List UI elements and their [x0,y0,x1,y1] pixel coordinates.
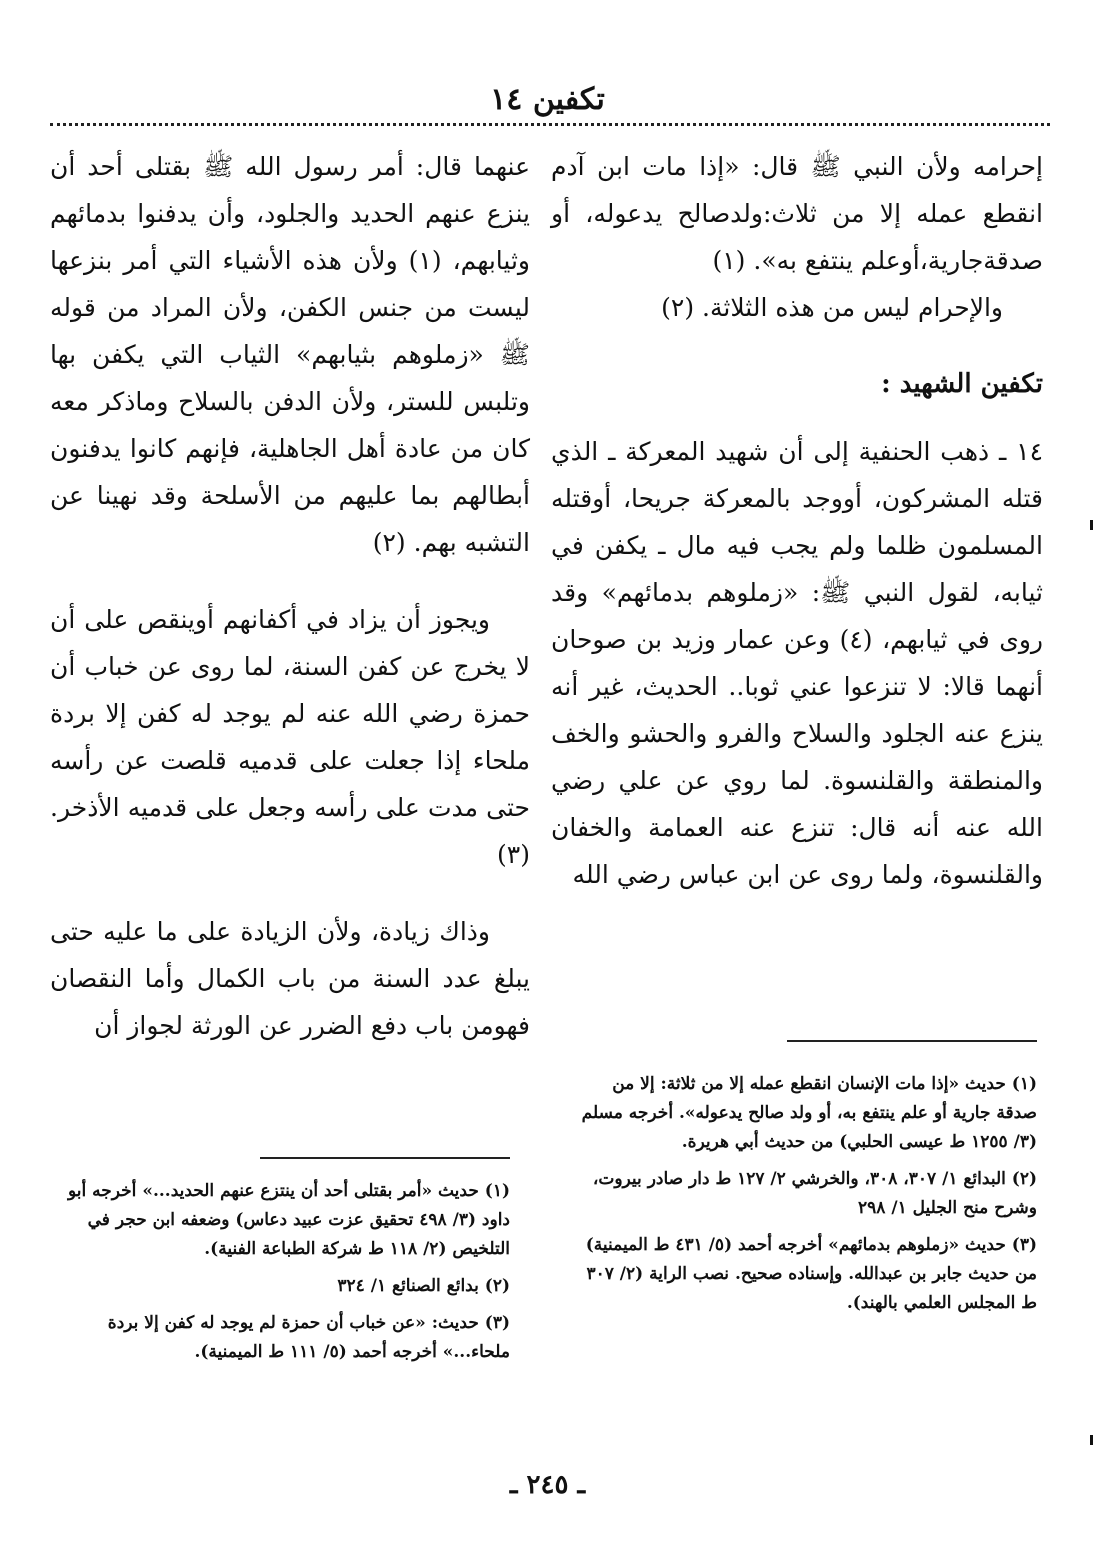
footnotes-left [58,1157,510,1375]
left-paragraph-2: ويجوز أن يزاد في أكفانهم أوينقص على أن لا يخرج عن كفن السنة، لما روى عن خباب أن حمزة رضي الله عنه لم يوجد له كفن إلا بردة ملحاء إذا جعلت على قدميه قلصت عن رأسه حتى مدت على رأسه وجعل على قدميه الأذخر. (٣) [50,605,530,869]
footnote-item: (٣) حديث «زملوهم بدمائهم» أخرجه أحمد (٥/ ٤٣١ ط الميمنية) من حديث جابر بن عبدالله. وإسناده صحيح. نصب الراية (٢/ ٣٠٧ ط المجلس العلمي بالهند). [585,1235,1037,1313]
left-paragraph-3: وذاك زيادة، ولأن الزيادة على ما عليه حتى يبلغ عدد السنة من باب الكمال وأما النقصان فهومن باب دفع الضرر عن الورثة لجواز أن [50,917,530,1040]
footnote-item: (٣) حديث: «عن خباب أن حمزة لم يوجد له كفن إلا بردة ملحاء...» أخرجه أحمد (٥/ ١١١ ط الميمنية). [107,1313,510,1362]
header-dotted-rule [50,123,1050,126]
footnote-item: (١) حديث «إذا مات الإنسان انقطع عمله إلا من ثلاثة: إلا من صدقة جارية أو علم ينتفع به، أو ولد صالح يدعوله». أخرجه مسلم (٣/ ١٢٥٥ ط عيسى الحلبي) من حديث أبي هريرة. [581,1074,1037,1152]
right-column [551,143,1043,898]
page-number: ـ ٢٤٥ ـ [509,1470,586,1500]
footnote-item: (٢) بدائع الصنائع ١/ ٣٢٤ [337,1276,510,1296]
left-column [50,143,530,1049]
edge-mark [1090,520,1093,530]
page-header-title: تكفين ١٤ [490,82,605,117]
right-paragraph-2: والإحرام ليس من هذه الثلاثة. (٢) [661,293,1003,322]
right-paragraph-3: ١٤ ـ ذهب الحنفية إلى أن شهيد المعركة ـ الذي قتله المشركون، أووجد بالمعركة جريحا، أوقتله المسلمون ظلما ولم يجب فيه مال ـ يكفن في ثيابه، لقول النبي ﷺ: «زملوهم بدمائهم» وقد روى في ثيابهم، (٤) وعن عمار وزيد بن صوحان أنهما قالا: لا تنزعوا عني ثوبا.. الحديث، غير أنه ينزع عنه الجلود والسلاح والفرو والحشو والخف والمنطقة والقلنسوة. لما روي عن علي رضي الله عنه أنه قال: تنزع عنه العمامة والخفان والقلنسوة، ولما روى عن ابن عباس رضي الله [551,437,1043,889]
footnote-item: (١) حديث «أمر بقتلى أحد أن ينتزع عنهم الحديد...» أخرجه أبو داود (٣/ ٤٩٨ تحقيق عزت عبيد دعاس) وضعفه ابن حجر في التلخيص (٢/ ١١٨ ط شركة الطباعة الفنية). [68,1181,510,1259]
footnote-item: (٢) البدائع ١/ ٣٠٧، ٣٠٨، والخرشي ٢/ ١٢٧ ط دار صادر بيروت، وشرح منح الجليل ١/ ٢٩٨ [592,1169,1037,1218]
edge-mark [1090,1435,1093,1445]
right-paragraph-1: إحرامه ولأن النبي ﷺ قال: «إذا مات ابن آدم انقطع عمله إلا من ثلاث:ولدصالح يدعوله، أو صدقةجارية،أوعلم ينتفع به». (١) [551,152,1043,275]
left-paragraph-1: عنهما قال: أمر رسول الله ﷺ بقتلى أحد أن ينزع عنهم الحديد والجلود، وأن يدفنوا بدمائهم وثيابهم، (١) ولأن هذه الأشياء التي أمر بنزعها ليست من جنس الكفن، ولأن المراد من قوله ﷺ «زملوهم بثيابهم» الثياب التي يكفن بها وتلبس للستر، ولأن الدفن بالسلاح وماذكر معه كان من عادة أهل الجاهلية، فإنهم كانوا يدفنون أبطالهم بما عليهم من الأسلحة وقد نهينا عن التشبه بهم. (٢) [50,152,530,557]
section-heading: تكفين الشهيد : [881,369,1043,399]
footnotes-right [567,1040,1037,1326]
